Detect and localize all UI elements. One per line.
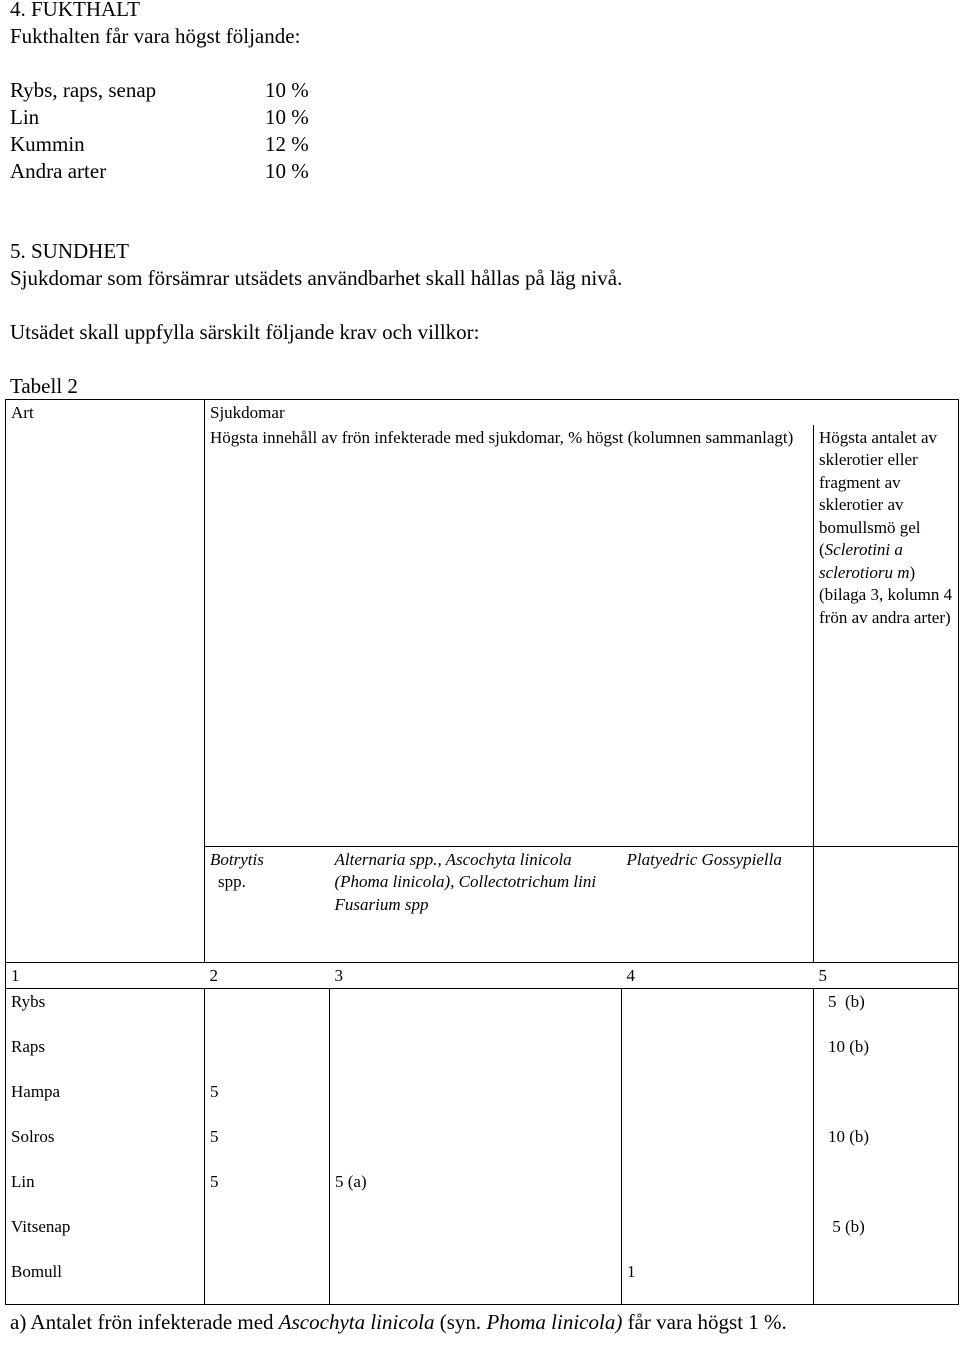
col-number: 1 [6, 963, 205, 989]
section-5-line2: Utsädet skall uppfylla särskilt följande krav och villkor: [10, 320, 480, 344]
cell-c3 [330, 988, 622, 1034]
table-row [6, 1124, 959, 1169]
header-hogsta-innehall: Högsta innehåll av frön infekterade med sjukdomar, % högst (kolumnen sammanlagt) [210, 427, 794, 447]
subheader-platyedric: Platyedric Gossypiella [622, 846, 814, 963]
subheader-empty [6, 846, 205, 963]
table-row [6, 988, 959, 1034]
cell-c2 [205, 1259, 330, 1305]
moisture-item-value: 12 % [265, 132, 309, 156]
moisture-item-name: Kummin [10, 132, 85, 156]
cell-c5: 5 (b) [814, 988, 959, 1034]
cell-c4 [622, 1034, 814, 1079]
cell-c4 [622, 1169, 814, 1214]
cell-c3: 5 (a) [330, 1169, 622, 1214]
cell-c3 [330, 1079, 622, 1124]
cell-art: Hampa [6, 1079, 205, 1124]
cell-c2 [205, 1214, 330, 1259]
cell-c5 [814, 1169, 959, 1214]
cell-c2: 5 [210, 1126, 219, 1146]
cell-c2: 5 [210, 1081, 219, 1101]
section-4-intro: Fukthalten får vara högst följande: [10, 24, 301, 48]
col-number: 4 [622, 963, 814, 989]
subheader-botrytis-name: Botrytis [210, 849, 264, 869]
cell-art: Rybs [6, 988, 205, 1034]
cell-c5 [814, 1259, 959, 1305]
cell-art: Bomull [6, 1259, 205, 1305]
cell-c5 [814, 1079, 959, 1124]
table-row [6, 1034, 959, 1079]
footnote-latin-1: Ascochyta linicola [278, 1310, 435, 1334]
footnote [10, 1309, 870, 1336]
header-sjukdomar: Sjukdomar [205, 400, 959, 425]
subheader-botrytis-spp: spp. [218, 872, 246, 891]
cell-c3 [330, 1034, 622, 1079]
cell-c3 [330, 1259, 622, 1305]
table-row [6, 1079, 959, 1124]
col-number: 5 [814, 963, 959, 989]
cell-art: Raps [6, 1034, 205, 1079]
col-number: 3 [330, 963, 622, 989]
col-number: 2 [205, 963, 330, 989]
moisture-item-name: Andra arter [10, 159, 107, 183]
table-caption: Tabell 2 [10, 374, 78, 398]
cell-c4 [622, 1079, 814, 1124]
moisture-item-value: 10 % [265, 78, 309, 102]
footnote-prefix: a) Antalet frön infekterade med [10, 1310, 279, 1334]
table-row [6, 1259, 959, 1305]
header-sklerotier-tail: ) (bilaga 3, kolumn 4 frön av andra arter) [819, 562, 953, 627]
cell-c2 [205, 1034, 330, 1079]
section-4-heading: 4. FUKTHALT [10, 0, 140, 21]
cell-c5: 10 (b) [814, 1124, 959, 1169]
cell-c4 [622, 1214, 814, 1259]
cell-c5: 5 (b) [814, 1214, 959, 1259]
moisture-item-name: Rybs, raps, senap [10, 78, 157, 102]
footnote-suffix: får vara högst 1 %. [622, 1310, 787, 1334]
subheader-alternaria: Alternaria spp., Ascochyta linicola (Phoma linicola), Collectotrichum lini Fusarium spp [330, 846, 622, 963]
footnote-latin-2: Phoma linicola) [486, 1310, 623, 1334]
header-sklerotier-latin: Sclerotini a sclerotioru m [819, 540, 910, 582]
subheader-sklerotier-empty [814, 846, 959, 963]
header-sklerotier-text: Högsta antalet av sklerotier eller fragment av sklerotier av bomullsmö gel ( [819, 427, 938, 559]
section-5-line1: Sjukdomar som försämrar utsädets användbarhet skall hållas på läg nivå. [10, 266, 623, 290]
table-row [6, 1169, 959, 1214]
cell-c5: 10 (b) [814, 1034, 959, 1079]
section-5-heading: 5. SUNDHET [10, 239, 129, 263]
table-row [6, 1214, 959, 1259]
cell-art: Solros [6, 1124, 205, 1169]
cell-c2 [205, 988, 330, 1034]
cell-c4 [622, 988, 814, 1034]
cell-art: Lin [6, 1169, 205, 1214]
footnote-middle: (syn. [434, 1310, 487, 1334]
moisture-item-value: 10 % [265, 105, 309, 129]
cell-c3 [330, 1124, 622, 1169]
header-art: Art [6, 400, 205, 847]
moisture-item-value: 10 % [265, 159, 309, 183]
cell-art: Vitsenap [6, 1214, 205, 1259]
moisture-item-name: Lin [10, 105, 40, 129]
cell-c2: 5 [210, 1171, 219, 1191]
cell-c4 [622, 1124, 814, 1169]
cell-c3 [330, 1214, 622, 1259]
cell-c4: 1 [622, 1259, 814, 1305]
disease-table [5, 399, 959, 1305]
subheader-botrytis [205, 846, 330, 963]
header-sklerotier [814, 425, 959, 847]
